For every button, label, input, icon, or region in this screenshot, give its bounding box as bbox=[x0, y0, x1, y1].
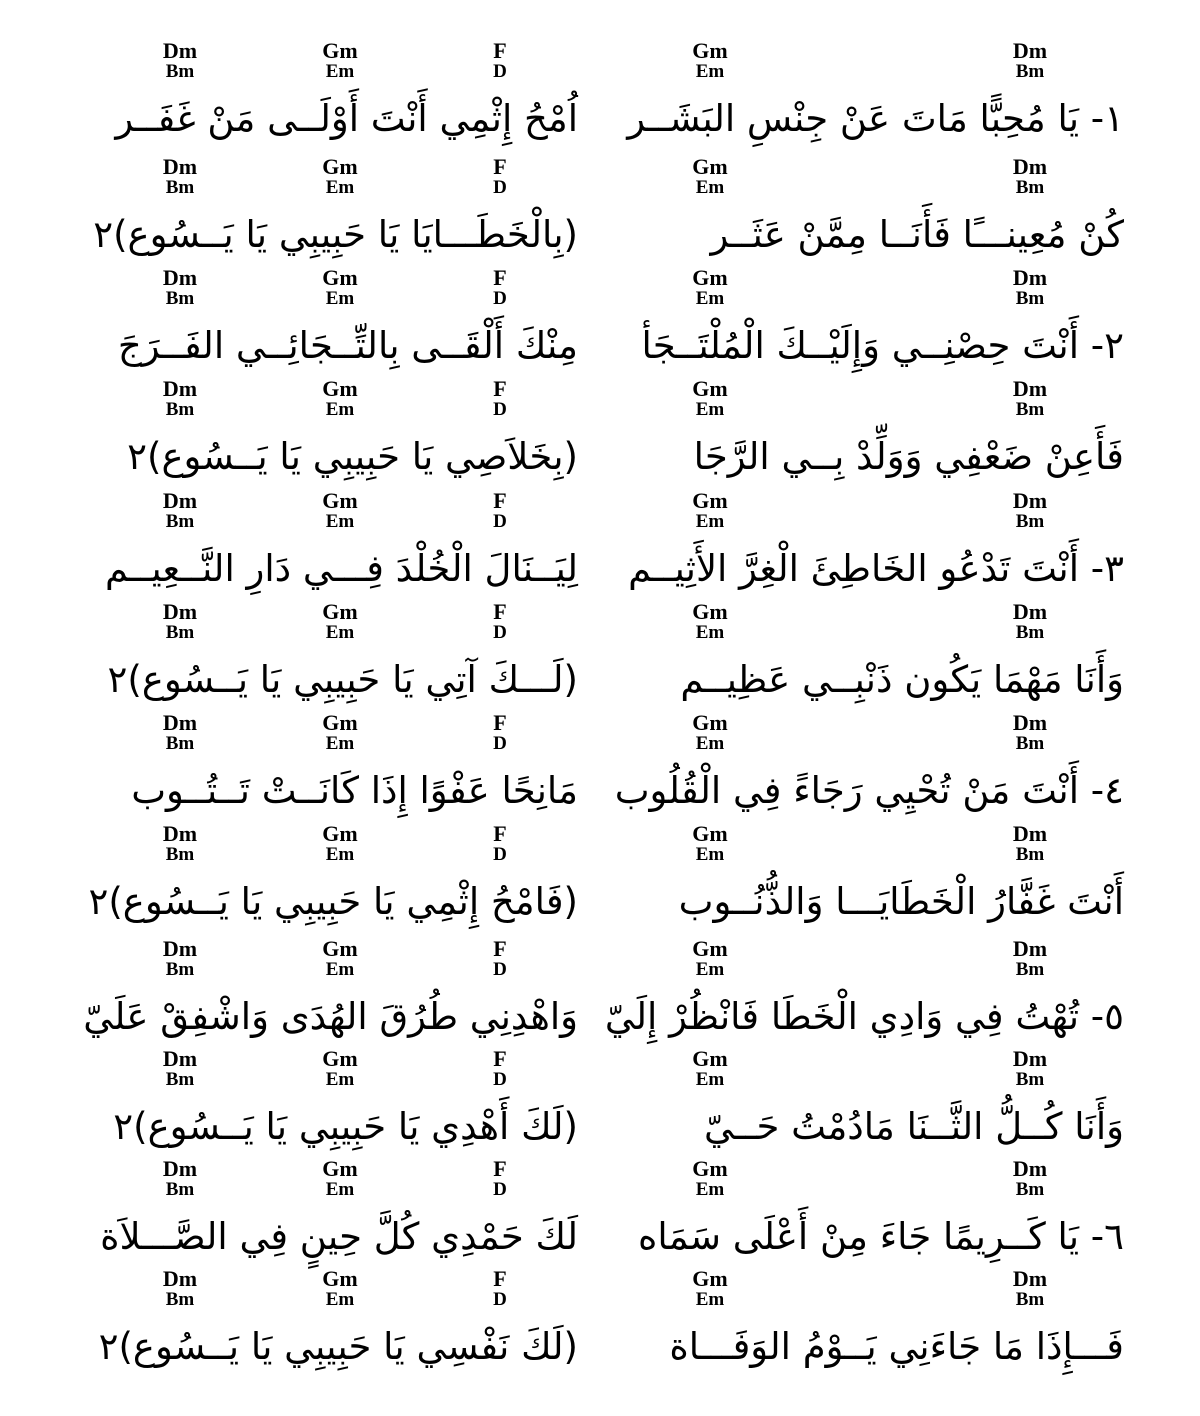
lyric-first-half: أَنْتَ غَفَّارُ الْخَطَايَـــا وَالذُّنُــوب bbox=[678, 880, 1124, 923]
chord-alt-name: Bm bbox=[1015, 959, 1045, 980]
chord-name: Dm bbox=[162, 1266, 198, 1291]
chord-dm bbox=[140, 712, 220, 754]
lyric-second-half: مَانِحًا عَفْوًا إِذَا كَانَــتْ تَــتُــوب bbox=[131, 769, 578, 812]
chord-dm bbox=[140, 378, 220, 420]
lyric-first-half: ٦- يَا كَــرِيمًا جَاءَ مِنْ أَعْلَى سَمَاه bbox=[637, 1215, 1124, 1258]
chord-dm bbox=[990, 712, 1070, 754]
chord-f bbox=[460, 1048, 540, 1090]
chord-alt-name: D bbox=[493, 288, 507, 309]
chord-name: Gm bbox=[322, 38, 358, 63]
chord-f bbox=[460, 1268, 540, 1310]
chord-gm bbox=[670, 601, 750, 643]
chord-dm bbox=[140, 156, 220, 198]
chord-alt-name: Bm bbox=[165, 288, 195, 309]
chord-f bbox=[460, 267, 540, 309]
chord-name: Gm bbox=[322, 488, 358, 513]
chord-dm bbox=[990, 601, 1070, 643]
chord-gm bbox=[300, 1158, 380, 1200]
chord-alt-name: D bbox=[493, 844, 507, 865]
lyric-first-half: ٤- أَنْتَ مَنْ تُحْيِي رَجَاءً فِي الْقُلُوب bbox=[614, 769, 1124, 812]
chord-name: Dm bbox=[1012, 154, 1048, 179]
chord-alt-name: Bm bbox=[165, 959, 195, 980]
chord-alt-name: Bm bbox=[1015, 511, 1045, 532]
chord-alt-name: Bm bbox=[165, 733, 195, 754]
chord-name: F bbox=[493, 1156, 507, 1181]
chord-gm bbox=[670, 1048, 750, 1090]
chord-name: Gm bbox=[692, 821, 728, 846]
chord-name: F bbox=[493, 599, 507, 624]
lyric-first-half: ٣- أَنْتَ تَدْعُو الخَاطِئَ الْغِرَّ الأَثِيــم bbox=[628, 547, 1124, 590]
chord-alt-name: Em bbox=[325, 511, 355, 532]
chord-name: Dm bbox=[1012, 376, 1048, 401]
chord-alt-name: Bm bbox=[1015, 177, 1045, 198]
lyric-first-half: ٥- تُهْتُ فِي وَادِي الْخَطَا فَانْظُرْ إِلَيّ bbox=[604, 995, 1124, 1038]
verse-line bbox=[0, 712, 1200, 823]
chord-alt-name: Em bbox=[325, 399, 355, 420]
chord-name: Gm bbox=[692, 488, 728, 513]
lyric-second-half: لَكَ حَمْدِي كُلَّ حِينٍ فِي الصَّـــلاَة bbox=[100, 1215, 578, 1258]
chord-f bbox=[460, 938, 540, 980]
chord-alt-name: Bm bbox=[1015, 622, 1045, 643]
chord-f bbox=[460, 712, 540, 754]
verse-line bbox=[0, 601, 1200, 712]
chord-name: Gm bbox=[692, 936, 728, 961]
chord-dm bbox=[140, 267, 220, 309]
chord-f bbox=[460, 378, 540, 420]
chord-alt-name: Bm bbox=[1015, 1289, 1045, 1310]
chord-gm bbox=[300, 156, 380, 198]
chord-alt-name: Em bbox=[325, 1179, 355, 1200]
chord-name: Dm bbox=[162, 488, 198, 513]
chord-alt-name: Em bbox=[325, 622, 355, 643]
chord-name: Dm bbox=[1012, 1156, 1048, 1181]
lyric-first-half: ٢- أَنْتَ حِصْنِــي وَإِلَيْــكَ الْمُلْتَــجَأ bbox=[641, 324, 1124, 367]
lyric-second-half: (لَـــكَ آتِي يَا حَبِيبِي يَا يَــسُوع)٢ bbox=[107, 658, 578, 701]
chord-f bbox=[460, 40, 540, 82]
chord-alt-name: Em bbox=[695, 959, 725, 980]
lyric-second-half: (فَامْحُ إِثْمِي يَا حَبِيبِي يَا يَــسُوع)٢ bbox=[88, 880, 578, 923]
chord-alt-name: D bbox=[493, 733, 507, 754]
chord-name: Gm bbox=[692, 376, 728, 401]
chord-gm bbox=[300, 823, 380, 865]
chord-gm bbox=[670, 823, 750, 865]
chord-gm bbox=[300, 1048, 380, 1090]
chord-name: Dm bbox=[1012, 710, 1048, 735]
chord-name: Dm bbox=[1012, 1046, 1048, 1071]
verse-line bbox=[0, 823, 1200, 934]
chord-dm bbox=[990, 156, 1070, 198]
chord-alt-name: Bm bbox=[165, 844, 195, 865]
verse-line bbox=[0, 1048, 1200, 1159]
chord-gm bbox=[300, 712, 380, 754]
verse-line bbox=[0, 156, 1200, 267]
chord-alt-name: Em bbox=[325, 844, 355, 865]
chord-name: Dm bbox=[162, 1156, 198, 1181]
verse-line bbox=[0, 1158, 1200, 1269]
chord-name: Gm bbox=[322, 1156, 358, 1181]
chord-name: Dm bbox=[1012, 599, 1048, 624]
chord-dm bbox=[140, 490, 220, 532]
chord-gm bbox=[300, 1268, 380, 1310]
chord-alt-name: Em bbox=[695, 288, 725, 309]
chord-gm bbox=[670, 267, 750, 309]
chord-name: Gm bbox=[322, 1046, 358, 1071]
chord-alt-name: D bbox=[493, 1289, 507, 1310]
lyric-first-half: ١- يَا مُحِبًّا مَاتَ عَنْ جِنْسِ البَشَــر bbox=[627, 97, 1124, 140]
lyric-second-half: مِنْكَ أَلْقَــى بِالتِّــجَائِــي الفَــرَجَ bbox=[117, 324, 578, 367]
chord-dm bbox=[990, 1048, 1070, 1090]
lyric-second-half: لِيَــنَالَ الْخُلْدَ فِـــي دَارِ النَّــعِيــم bbox=[105, 547, 578, 590]
chord-alt-name: Bm bbox=[165, 511, 195, 532]
chord-alt-name: Em bbox=[695, 844, 725, 865]
chord-name: F bbox=[493, 710, 507, 735]
chord-dm bbox=[990, 938, 1070, 980]
chord-gm bbox=[300, 378, 380, 420]
chord-name: F bbox=[493, 488, 507, 513]
chord-gm bbox=[300, 267, 380, 309]
chord-alt-name: D bbox=[493, 1069, 507, 1090]
chord-name: Gm bbox=[692, 38, 728, 63]
chord-alt-name: Bm bbox=[1015, 1179, 1045, 1200]
chord-alt-name: Bm bbox=[165, 177, 195, 198]
chord-name: Dm bbox=[1012, 488, 1048, 513]
chord-alt-name: Em bbox=[695, 1179, 725, 1200]
chord-name: F bbox=[493, 821, 507, 846]
chord-alt-name: Bm bbox=[165, 622, 195, 643]
chord-name: Gm bbox=[692, 154, 728, 179]
verse-line bbox=[0, 267, 1200, 378]
chord-alt-name: Em bbox=[695, 399, 725, 420]
chord-alt-name: Em bbox=[325, 177, 355, 198]
chord-f bbox=[460, 601, 540, 643]
lyric-first-half: كُنْ مُعِينـــًا فَأَنَــا مِمَّنْ عَثَــر bbox=[710, 213, 1124, 256]
chord-alt-name: Em bbox=[325, 733, 355, 754]
verse-line bbox=[0, 938, 1200, 1049]
chord-name: Gm bbox=[692, 265, 728, 290]
lyric-first-half: وَأَنَا مَهْمَا يَكُون ذَنْبِــي عَظِيــم bbox=[680, 658, 1124, 701]
chord-name: Dm bbox=[162, 599, 198, 624]
chord-dm bbox=[140, 938, 220, 980]
lyric-second-half: اُمْحُ إِثْمِي أَنْتَ أَوْلَــى مَنْ غَفَــر bbox=[115, 97, 578, 140]
chord-gm bbox=[670, 938, 750, 980]
chord-gm bbox=[670, 712, 750, 754]
chord-alt-name: Bm bbox=[165, 61, 195, 82]
chord-alt-name: Em bbox=[695, 177, 725, 198]
lyric-second-half: (لَكَ أَهْدِي يَا حَبِيبِي يَا يَــسُوع)٢ bbox=[113, 1105, 578, 1148]
chord-gm bbox=[300, 938, 380, 980]
chord-name: Dm bbox=[1012, 1266, 1048, 1291]
lyric-first-half: فَـــإِذَا مَا جَاءَنِي يَــوْمُ الوَفَـــاة bbox=[669, 1325, 1124, 1368]
verse-line bbox=[0, 1268, 1200, 1379]
lyric-second-half: (لَكَ نَفْسِي يَا حَبِيبِي يَا يَــسُوع)٢ bbox=[98, 1325, 578, 1368]
verse-line bbox=[0, 490, 1200, 601]
chord-dm bbox=[140, 1048, 220, 1090]
chord-name: Gm bbox=[322, 376, 358, 401]
chord-name: F bbox=[493, 154, 507, 179]
chord-gm bbox=[670, 490, 750, 532]
chord-name: Gm bbox=[322, 154, 358, 179]
chord-alt-name: Em bbox=[695, 1289, 725, 1310]
chord-alt-name: Bm bbox=[1015, 1069, 1045, 1090]
chord-name: Gm bbox=[322, 936, 358, 961]
chord-name: Gm bbox=[322, 710, 358, 735]
chord-alt-name: Em bbox=[325, 959, 355, 980]
chord-name: F bbox=[493, 1266, 507, 1291]
chord-alt-name: D bbox=[493, 399, 507, 420]
chord-dm bbox=[140, 40, 220, 82]
chord-gm bbox=[670, 40, 750, 82]
chord-alt-name: Bm bbox=[1015, 733, 1045, 754]
chord-alt-name: Em bbox=[325, 1069, 355, 1090]
chord-alt-name: D bbox=[493, 511, 507, 532]
chord-name: Gm bbox=[322, 1266, 358, 1291]
chord-alt-name: Bm bbox=[165, 1289, 195, 1310]
chord-gm bbox=[670, 156, 750, 198]
chord-name: Dm bbox=[1012, 38, 1048, 63]
chord-alt-name: Em bbox=[695, 733, 725, 754]
chord-alt-name: D bbox=[493, 959, 507, 980]
chord-alt-name: Em bbox=[695, 61, 725, 82]
chord-name: Dm bbox=[1012, 821, 1048, 846]
chord-dm bbox=[140, 601, 220, 643]
chord-name: Dm bbox=[162, 265, 198, 290]
chord-name: Dm bbox=[1012, 936, 1048, 961]
chord-name: Dm bbox=[162, 38, 198, 63]
chord-name: Gm bbox=[692, 1266, 728, 1291]
chord-name: F bbox=[493, 376, 507, 401]
lyric-second-half: (بِالْخَطَـــايَا يَا حَبِيبِي يَا يَــسُوع)٢ bbox=[93, 213, 578, 256]
chord-dm bbox=[990, 40, 1070, 82]
chord-name: Gm bbox=[692, 1156, 728, 1181]
chord-alt-name: Bm bbox=[165, 1179, 195, 1200]
chord-name: Gm bbox=[692, 710, 728, 735]
lyric-first-half: فَأَعِنْ ضَعْفِي وَوَلِّدْ بِــي الرَّجَا bbox=[693, 435, 1124, 478]
chord-gm bbox=[670, 378, 750, 420]
chord-dm bbox=[990, 378, 1070, 420]
lyric-second-half: (بِخَلاَصِي يَا حَبِيبِي يَا يَــسُوع)٢ bbox=[127, 435, 578, 478]
chord-alt-name: Bm bbox=[1015, 288, 1045, 309]
chord-gm bbox=[300, 40, 380, 82]
chord-name: F bbox=[493, 1046, 507, 1071]
chord-dm bbox=[140, 1268, 220, 1310]
chord-gm bbox=[300, 601, 380, 643]
chord-name: F bbox=[493, 38, 507, 63]
chord-name: Gm bbox=[692, 599, 728, 624]
chord-alt-name: Bm bbox=[165, 399, 195, 420]
chord-alt-name: D bbox=[493, 1179, 507, 1200]
chord-alt-name: Em bbox=[325, 288, 355, 309]
chord-dm bbox=[140, 1158, 220, 1200]
lyric-second-half: وَاهْدِنِي طُرُقَ الهُدَى وَاشْفِقْ عَلَيّ bbox=[83, 995, 578, 1038]
chord-name: Gm bbox=[322, 265, 358, 290]
chord-alt-name: Bm bbox=[165, 1069, 195, 1090]
chord-f bbox=[460, 490, 540, 532]
chord-name: Dm bbox=[1012, 265, 1048, 290]
chord-alt-name: Em bbox=[695, 622, 725, 643]
chord-name: F bbox=[493, 936, 507, 961]
chord-f bbox=[460, 823, 540, 865]
chord-name: Dm bbox=[162, 936, 198, 961]
chord-name: Dm bbox=[162, 710, 198, 735]
chord-name: Dm bbox=[162, 154, 198, 179]
chord-name: F bbox=[493, 265, 507, 290]
chord-f bbox=[460, 1158, 540, 1200]
lyric-first-half: وَأَنَا كُــلُّ الثَّــنَا مَادُمْتُ حَــيّ bbox=[703, 1105, 1124, 1148]
chord-dm bbox=[140, 823, 220, 865]
chord-gm bbox=[670, 1158, 750, 1200]
chord-alt-name: D bbox=[493, 61, 507, 82]
verse-line bbox=[0, 378, 1200, 489]
chord-alt-name: Bm bbox=[1015, 61, 1045, 82]
chord-dm bbox=[990, 1158, 1070, 1200]
chord-alt-name: D bbox=[493, 177, 507, 198]
chord-dm bbox=[990, 823, 1070, 865]
chord-name: Gm bbox=[322, 599, 358, 624]
chord-name: Dm bbox=[162, 376, 198, 401]
chord-name: Gm bbox=[692, 1046, 728, 1071]
chord-alt-name: Em bbox=[325, 1289, 355, 1310]
chord-dm bbox=[990, 267, 1070, 309]
chord-dm bbox=[990, 1268, 1070, 1310]
chord-gm bbox=[670, 1268, 750, 1310]
chord-f bbox=[460, 156, 540, 198]
chord-gm bbox=[300, 490, 380, 532]
chord-alt-name: Bm bbox=[1015, 844, 1045, 865]
chord-name: Dm bbox=[162, 1046, 198, 1071]
chord-alt-name: Bm bbox=[1015, 399, 1045, 420]
chord-alt-name: D bbox=[493, 622, 507, 643]
chord-name: Gm bbox=[322, 821, 358, 846]
verse-line bbox=[0, 40, 1200, 151]
chord-alt-name: Em bbox=[325, 61, 355, 82]
chord-alt-name: Em bbox=[695, 1069, 725, 1090]
chord-name: Dm bbox=[162, 821, 198, 846]
chord-alt-name: Em bbox=[695, 511, 725, 532]
chord-dm bbox=[990, 490, 1070, 532]
